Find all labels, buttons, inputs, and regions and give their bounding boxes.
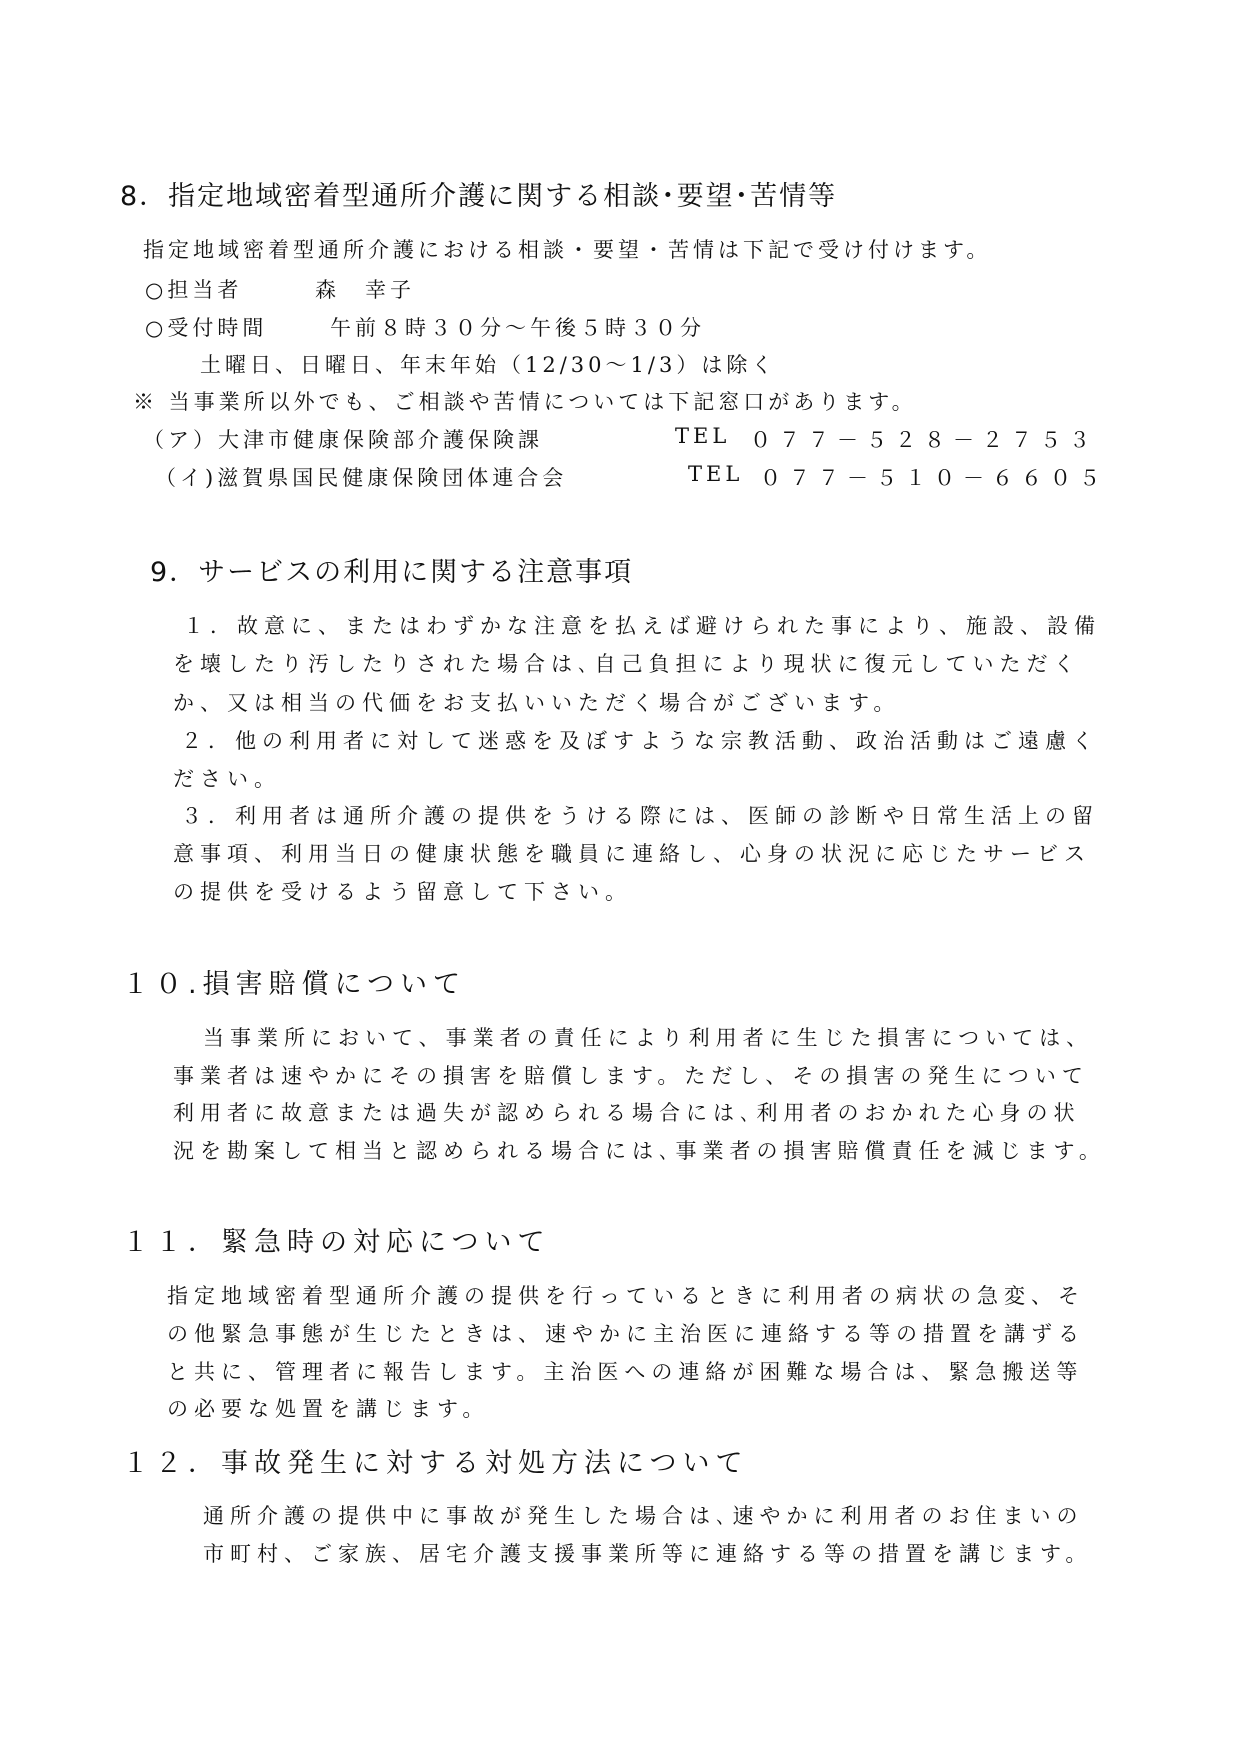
staff-label: ○担当者: [145, 278, 243, 302]
section-9-heading: 9．サービスの利用に関する注意事項: [150, 557, 634, 588]
hours-value: 午前８時３０分～午後５時３０分: [330, 316, 705, 340]
contact-name: （ア）大津市健康保険部介護保険課: [143, 428, 543, 452]
section-11-line: と共に、管理者に報告します。主治医への連絡が困難な場合は、緊急搬送等: [167, 1360, 1084, 1384]
contact-tel: ０７７－５２８－２７５３: [750, 428, 1098, 452]
contact-tel-label: TEL: [688, 462, 744, 486]
section-9-line: の提供を受けるよう留意して下さい。: [173, 880, 632, 904]
section-9-line: 意事項、利用当日の健康状態を職員に連絡し、心身の状況に応じたサービス: [173, 842, 1091, 866]
section-11-line: の他緊急事態が生じたときは、速やかに主治医に連絡する等の措置を講ずる: [167, 1322, 1085, 1346]
contact-tel-label: TEL: [675, 424, 731, 448]
section-10-line: 当事業所において、事業者の責任により利用者に生じた損害については、: [203, 1026, 1094, 1050]
section-12-line: 通所介護の提供中に事故が発生した場合は､速やかに利用者のお住まいの: [203, 1504, 1084, 1528]
section-9-line: ２．他の利用者に対して迷惑を及ぼすような宗教活動、政治活動はご遠慮く: [181, 729, 1099, 753]
section-8-intro: 指定地域密着型通所介護における相談・要望・苦情は下記で受け付けます。: [143, 238, 992, 262]
section-11-line: 指定地域密着型通所介護の提供を行っているときに利用者の病状の急変、そ: [167, 1284, 1085, 1308]
section-12-heading: １２．事故発生に対する対処方法について: [122, 1448, 749, 1479]
section-10-heading: １０.損害賠償について: [122, 969, 467, 1000]
other-contact-note: ※ 当事業所以外でも、ご相談や苦情については下記窓口があります。: [133, 390, 917, 414]
contact-tel: ０７７－５１０－６６０５: [760, 466, 1108, 490]
section-10-line: 事業者は速やかにその損害を賠償します。ただし、その損害の発生について: [173, 1064, 1089, 1088]
hours-note: 土曜日、日曜日、年末年始（12/30～1/3）は除く: [200, 353, 777, 377]
section-8-heading: 8．指定地域密着型通所介護に関する相談･要望･苦情等: [120, 181, 838, 212]
section-12-line: 市町村、ご家族、居宅介護支援事業所等に連絡する等の措置を講じます。: [203, 1542, 1093, 1566]
section-9-line: を壊したり汚したりされた場合は､自己負担により現状に復元していただく: [173, 652, 1081, 676]
contact-name: （イ)滋賀県国民健康保険団体連合会: [155, 466, 568, 490]
section-9-line: ださい。: [173, 767, 281, 791]
staff-name: 森 幸子: [315, 278, 415, 302]
section-11-heading: １１．緊急時の対応について: [122, 1227, 551, 1258]
hours-label: ○受付時間: [145, 316, 268, 340]
section-9-line: １．故意に、またはわずかな注意を払えば避けられた事により、施設、設備: [183, 614, 1101, 638]
section-10-line: 利用者に故意または過失が認められる場合には､利用者のおかれた心身の状: [173, 1101, 1081, 1125]
section-9-line: か、又は相当の代価をお支払いいただく場合がございます。: [173, 691, 901, 715]
section-11-line: の必要な処置を講じます。: [167, 1397, 490, 1421]
section-10-line: 況を勘案して相当と認められる場合には､事業者の損害賠償責任を減じます。: [173, 1139, 1106, 1163]
section-9-line: ３．利用者は通所介護の提供をうける際には、医師の診断や日常生活上の留: [181, 804, 1099, 828]
